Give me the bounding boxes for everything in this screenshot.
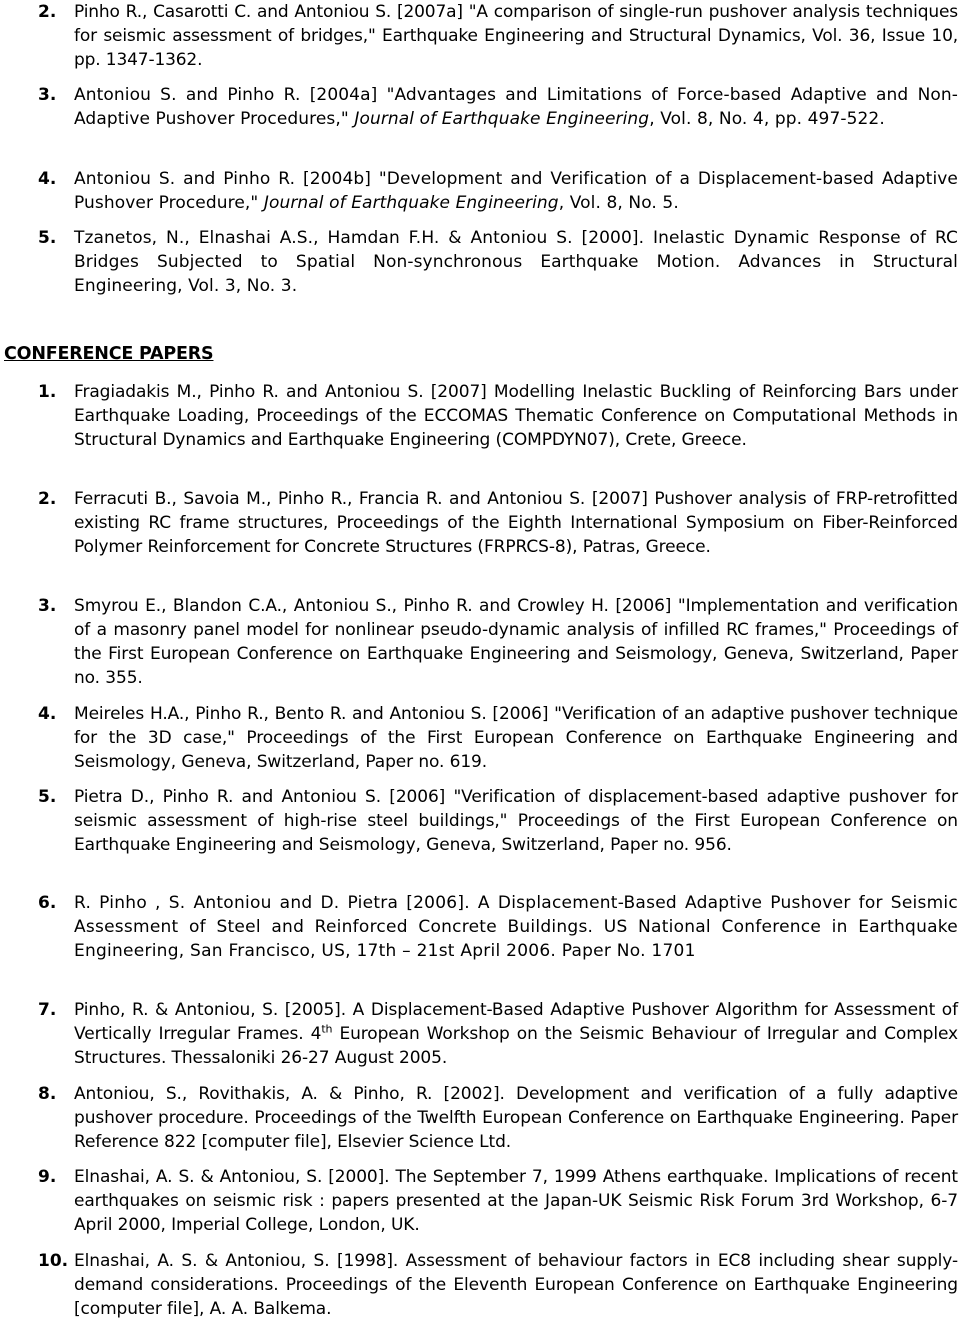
- ordinal-superscript: th: [321, 1022, 333, 1036]
- reference-number: 10.: [38, 1251, 69, 1271]
- reference-text: Pinho, R. & Antoniou, S. [2005]. A Displacement-Based Adaptive Pushover Algorithm for Assessment of Vertically Irregular Frames. 4th European Workshop on the Seismic Behaviour of Irregular and Complex Structures. Thessaloniki 26-27 August 2005.: [74, 1000, 958, 1068]
- reference-text: Elnashai, A. S. & Antoniou, S. [2000]. The September 7, 1999 Athens earthquake. Implications of recent earthquakes on seismic risk : papers presented at the Japan-UK Seismic Risk Forum 3rd Workshop, 6-7 April 2000, Imperial College, London, UK.: [74, 1167, 958, 1235]
- reference-text: Antoniou, S., Rovithakis, A. & Pinho, R. [2002]. Development and verification of a fully adaptive pushover procedure. Proceedings of the Twelfth European Conference on Earthquake Engineering. Paper Reference 822 [computer file], Elsevier Science Ltd.: [74, 1084, 958, 1152]
- reference-number: 2.: [38, 2, 57, 22]
- journal-title: Journal of Earthquake Engineering: [354, 109, 650, 129]
- conference-reference-3: [0, 594, 958, 690]
- journal-reference-2: [0, 0, 958, 72]
- conference-reference-5: [0, 785, 958, 857]
- reference-text: Antoniou S. and Pinho R. [2004a] "Advantages and Limitations of Force-based Adaptive and Non-Adaptive Pushover Procedures," Journal of Earthquake Engineering, Vol. 8, No. 4, pp. 497-522.: [74, 85, 958, 129]
- reference-text: Tzanetos, N., Elnashai A.S., Hamdan F.H. & Antoniou S. [2000]. Inelastic Dynamic Response of RC Bridges Subjected to Spatial Non-synchronous Earthquake Motion. Advances in Structural Engineering, Vol. 3, No. 3.: [74, 228, 958, 296]
- reference-number: 5.: [38, 787, 57, 807]
- conference-reference-1: [0, 380, 958, 452]
- conference-reference-2: [0, 487, 958, 559]
- reference-text: Smyrou E., Blandon C.A., Antoniou S., Pinho R. and Crowley H. [2006] "Implementation and verification of a masonry panel model for nonlinear pseudo-dynamic analysis of infilled RC frames," Proceedings of the First European Conference on Earthquake Engineering and Seismology, Geneva, Switzerland, Paper no. 355.: [74, 596, 958, 688]
- reference-text: Meireles H.A., Pinho R., Bento R. and Antoniou S. [2006] "Verification of an adaptive pushover technique for the 3D case," Proceedings of the First European Conference on Earthquake Engineering and Seismology, Geneva, Switzerland, Paper no. 619.: [74, 704, 958, 772]
- conference-reference-6: [0, 891, 958, 963]
- journal-reference-3: [0, 83, 958, 131]
- conference-reference-8: [0, 1082, 958, 1154]
- reference-number: 4.: [38, 704, 57, 724]
- reference-number: 1.: [38, 382, 57, 402]
- reference-number: 3.: [38, 85, 57, 105]
- journal-title: Journal of Earthquake Engineering: [263, 193, 559, 213]
- reference-number: 3.: [38, 596, 57, 616]
- reference-number: 6.: [38, 893, 57, 913]
- reference-text: Pinho R., Casarotti C. and Antoniou S. [2007a] "A comparison of single-run pushover analysis techniques for seismic assessment of bridges," Earthquake Engineering and Structural Dynamics, Vol. 36, Issue 10, pp. 1347-1362.: [74, 2, 958, 70]
- reference-number: 9.: [38, 1167, 57, 1187]
- journal-reference-5: [0, 226, 958, 298]
- conference-reference-10: [0, 1249, 958, 1321]
- conference-reference-9: [0, 1165, 958, 1237]
- reference-number: 5.: [38, 228, 57, 248]
- reference-text: Pietra D., Pinho R. and Antoniou S. [2006] "Verification of displacement-based adaptive pushover for seismic assessment of high-rise steel buildings," Proceedings of the First European Conference on Earthquake Engineering and Seismology, Geneva, Switzerland, Paper no. 956.: [74, 787, 958, 855]
- reference-text: Elnashai, A. S. & Antoniou, S. [1998]. Assessment of behaviour factors in EC8 including shear supply-demand considerations. Proceedings of the Eleventh European Conference on Earthquake Engineering [computer file], A. A. Balkema.: [74, 1251, 958, 1319]
- conference-reference-4: [0, 702, 958, 774]
- reference-number: 7.: [38, 1000, 57, 1020]
- reference-text: Ferracuti B., Savoia M., Pinho R., Francia R. and Antoniou S. [2007] Pushover analysis of FRP-retrofitted existing RC frame structures, Proceedings of the Eighth International Symposium on Fiber-Reinforced Polymer Reinforcement for Concrete Structures (FRPRCS-8), Patras, Greece.: [74, 489, 958, 557]
- conference-reference-7: [0, 998, 958, 1070]
- reference-number: 4.: [38, 169, 57, 189]
- reference-number: 2.: [38, 489, 57, 509]
- reference-number: 8.: [38, 1084, 57, 1104]
- reference-text: Antoniou S. and Pinho R. [2004b] "Development and Verification of a Displacement-based Adaptive Pushover Procedure," Journal of Earthquake Engineering, Vol. 8, No. 5.: [74, 169, 958, 213]
- journal-reference-4: [0, 167, 958, 215]
- section-heading-conference-papers: CONFERENCE PAPERS: [4, 344, 214, 364]
- reference-text: Fragiadakis M., Pinho R. and Antoniou S. [2007] Modelling Inelastic Buckling of Reinforcing Bars under Earthquake Loading, Proceedings of the ECCOMAS Thematic Conference on Computational Methods in Structural Dynamics and Earthquake Engineering (COMPDYN07), Crete, Greece.: [74, 382, 958, 450]
- reference-text: R. Pinho , S. Antoniou and D. Pietra [2006]. A Displacement-Based Adaptive Pushover for Seismic Assessment of Steel and Reinforced Concrete Buildings. US National Conference in Earthquake Engineering, San Francisco, US, 17th – 21st April 2006. Paper No. 1701: [74, 893, 958, 961]
